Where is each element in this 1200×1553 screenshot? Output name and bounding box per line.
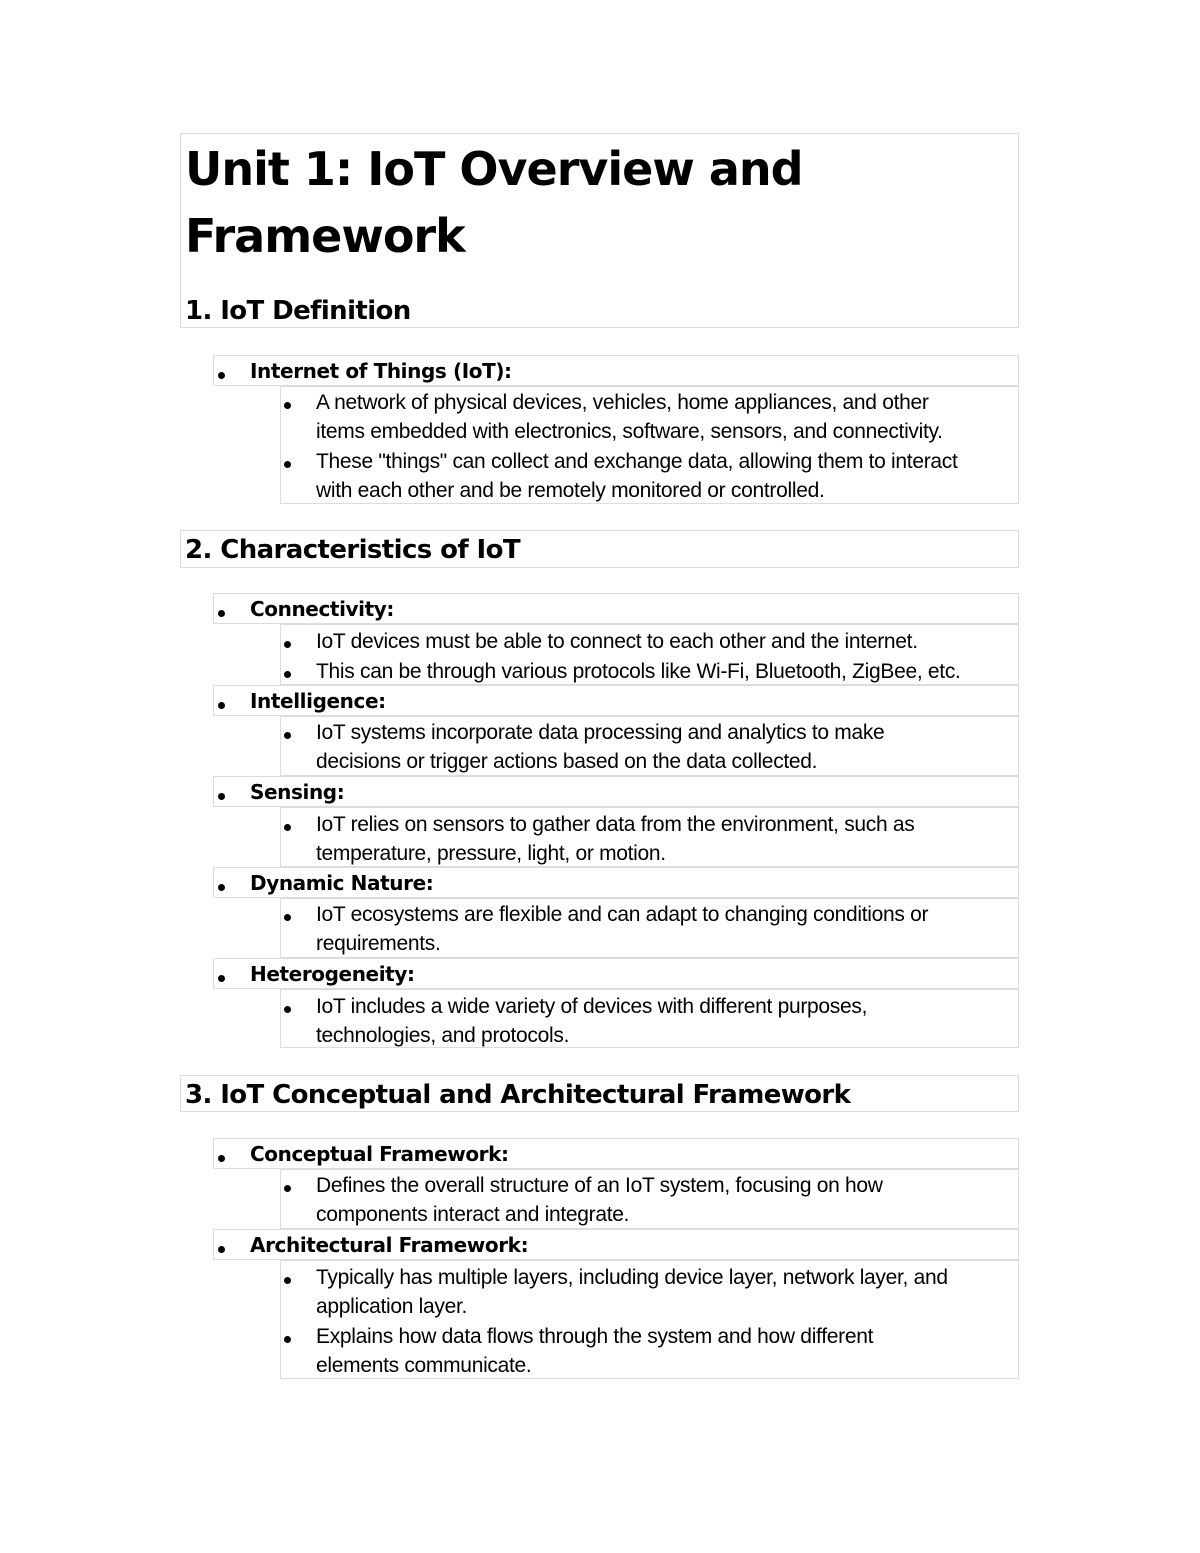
sub-bullet-text: elements communicate. — [316, 1354, 532, 1377]
list-item-label: Sensing: — [250, 780, 345, 804]
sub-bullet-text: decisions or trigger actions based on the data collected. — [316, 750, 818, 773]
section-heading-framework: 3. IoT Conceptual and Architectural Framework — [185, 1080, 851, 1110]
bullet-icon — [284, 461, 291, 468]
list-item-label: Internet of Things (IoT): — [250, 359, 512, 383]
bullet-icon — [284, 824, 291, 831]
bullet-icon — [284, 402, 291, 409]
bullet-icon — [284, 1336, 291, 1343]
list-item-label: Connectivity: — [250, 597, 395, 621]
sub-bullet-text: This can be through various protocols like Wi-Fi, Bluetooth, ZigBee, etc. — [316, 660, 961, 683]
sub-bullet-text: with each other and be remotely monitored or controlled. — [316, 479, 825, 502]
bullet-icon — [284, 1277, 291, 1284]
bullet-icon — [284, 641, 291, 648]
sub-bullet-text: temperature, pressure, light, or motion. — [316, 842, 666, 865]
bullet-icon — [218, 793, 225, 800]
bullet-icon — [218, 702, 225, 709]
list-item-label: Intelligence: — [250, 689, 386, 713]
sub-bullet-text: These "things" can collect and exchange data, allowing them to interact — [316, 450, 958, 473]
list-item-label: Heterogeneity: — [250, 962, 415, 986]
document-title-line-2: Framework — [185, 209, 465, 263]
sub-bullet-text: IoT systems incorporate data processing and analytics to make — [316, 721, 885, 744]
sub-bullet-text: Explains how data flows through the system and how different — [316, 1325, 874, 1348]
sub-bullet-text: components interact and integrate. — [316, 1203, 630, 1226]
sub-bullet-text: Defines the overall structure of an IoT system, focusing on how — [316, 1174, 883, 1197]
sub-bullet-text: application layer. — [316, 1295, 468, 1318]
list-item-label: Conceptual Framework: — [250, 1142, 509, 1166]
sub-bullet-text: technologies, and protocols. — [316, 1024, 570, 1047]
sub-bullet-text: IoT devices must be able to connect to each other and the internet. — [316, 630, 918, 653]
bullet-icon — [284, 914, 291, 921]
bullet-icon — [284, 732, 291, 739]
sub-bullet-text: items embedded with electronics, software, sensors, and connectivity. — [316, 420, 943, 443]
sub-bullet-text: IoT relies on sensors to gather data from the environment, such as — [316, 813, 915, 836]
sub-bullet-text: IoT ecosystems are flexible and can adapt to changing conditions or — [316, 903, 929, 926]
bullet-icon — [218, 372, 225, 379]
bullet-icon — [218, 610, 225, 617]
document-title-line-1: Unit 1: IoT Overview and — [185, 142, 803, 196]
bullet-icon — [218, 1246, 225, 1253]
bullet-icon — [284, 1006, 291, 1013]
sub-bullet-text: A network of physical devices, vehicles, home appliances, and other — [316, 391, 929, 414]
bullet-icon — [218, 975, 225, 982]
bullet-icon — [218, 1155, 225, 1162]
sub-bullet-text: Typically has multiple layers, including device layer, network layer, and — [316, 1266, 948, 1289]
section-heading-definition: 1. IoT Definition — [185, 296, 411, 326]
sub-bullet-text: IoT includes a wide variety of devices with different purposes, — [316, 995, 868, 1018]
bullet-icon — [218, 884, 225, 891]
bullet-icon — [284, 1185, 291, 1192]
list-item-label: Architectural Framework: — [250, 1233, 529, 1257]
sub-bullet-text: requirements. — [316, 932, 441, 955]
list-item-label: Dynamic Nature: — [250, 871, 434, 895]
section-heading-characteristics: 2. Characteristics of IoT — [185, 535, 520, 565]
bullet-icon — [284, 671, 291, 678]
